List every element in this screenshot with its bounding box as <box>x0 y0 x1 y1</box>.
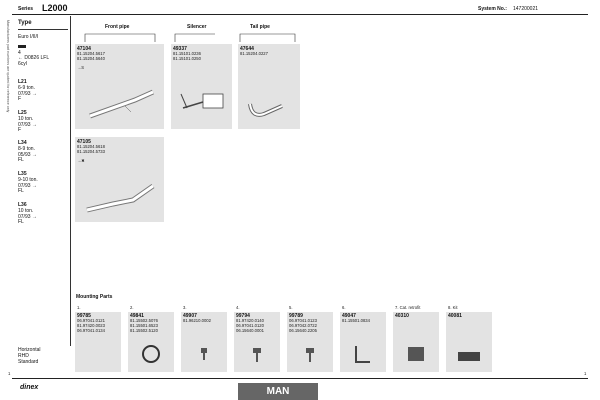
part-panel-49337[interactable]: 49337 81.15101.0236 81.15101.0250 <box>171 44 232 129</box>
mount-49047[interactable]: 49047 81.15501.0834 <box>340 312 386 372</box>
mount-99785[interactable]: 99785 06.97041.0121 81.97420.0023 06.97041.0134 <box>75 312 121 372</box>
front-pipe-drawing <box>85 84 160 124</box>
kit-icon <box>456 346 482 364</box>
type-l35: L35 9-10 ton. 07/93 → FL <box>18 171 38 195</box>
catalyst-icon <box>403 344 429 364</box>
bolt-icon <box>250 346 264 364</box>
series-value: L2000 <box>42 3 68 13</box>
page-number-left: 1 <box>8 371 11 376</box>
mount-idx-5: 5. <box>289 305 293 310</box>
part-panel-47105[interactable]: 47105 81.15204.5618 81.15204.5733 →✖ <box>75 137 164 222</box>
engine-icon <box>18 45 26 48</box>
column-connectors <box>75 28 305 44</box>
note-arrow-x: →✖ <box>77 158 85 163</box>
column-tail-pipe: Tail pipe <box>250 24 270 30</box>
system-label: System No.: <box>478 6 507 12</box>
mount-40081[interactable]: 40081 <box>446 312 492 372</box>
tail-pipe-drawing <box>244 94 294 124</box>
column-silencer: Silencer <box>187 24 207 30</box>
type-l34: L34 8-9 ton. 05/93 → FL <box>18 140 37 164</box>
footer-config: Horizontal RHD Standard <box>18 347 41 365</box>
part-panel-47644[interactable]: 47644 81.15204.0227 <box>238 44 300 129</box>
system-value: 147200021 <box>513 6 539 12</box>
mount-40310[interactable]: 40310 <box>393 312 439 372</box>
mount-idx-1: 1. <box>77 305 81 310</box>
mount-idx-4: 4. <box>236 305 240 310</box>
series-label: Series <box>18 6 34 12</box>
type-euro: Euro I/II/I 4 ← D0826 LFL 6cyl <box>18 34 50 68</box>
mount-99794[interactable]: 99794 81.97420.0140 06.97041.0120 06.15640.0001 <box>234 312 280 372</box>
bolt-icon <box>303 346 317 364</box>
note-arrow-s: →S <box>77 65 84 70</box>
mount-49841[interactable]: 49841 81.15502.5076 81.15501.6523 81.15502.5120 <box>128 312 174 372</box>
bolt-icon <box>199 346 209 362</box>
silencer-drawing <box>175 84 230 124</box>
type-l25: L25 10 ton. 07/93 → F <box>18 110 37 134</box>
mount-idx-6: 6. <box>342 305 346 310</box>
dinex-logo: dinex <box>20 384 39 391</box>
side-note: Manufacturers part numbers are quoted for reference only <box>6 20 10 113</box>
man-brand-bar: MAN <box>238 383 318 400</box>
mount-idx-8: 8. Kit <box>448 305 458 310</box>
type-l36: L36 10 ton. 07/93 → FL <box>18 202 37 226</box>
type-heading: Type <box>18 20 32 26</box>
front-pipe-2-drawing <box>83 182 161 217</box>
header-rule <box>12 14 588 15</box>
page-number-right: 1 <box>584 371 587 376</box>
column-front-pipe: Front pipe <box>105 24 130 30</box>
clamp-icon <box>138 342 164 366</box>
footer-rule <box>12 378 588 379</box>
type-l21: L21 6-9 ton. 07/93 → F <box>18 79 37 103</box>
bracket-icon <box>352 342 374 366</box>
mount-idx-7: 7. Cat. retrofit <box>395 305 421 310</box>
mount-idx-3: 3. <box>183 305 187 310</box>
mount-idx-2: 2. <box>130 305 134 310</box>
mount-49907[interactable]: 49907 81.96210.0002 <box>181 312 227 372</box>
mounting-title: Mounting Parts <box>76 294 113 300</box>
type-rule <box>18 29 68 30</box>
part-panel-47104[interactable]: 47104 81.15204.5617 81.15204.5640 →S <box>75 44 164 129</box>
mount-99789[interactable]: 99789 06.97041.0123 06.97042.0722 06.15640.2205 <box>287 312 333 372</box>
